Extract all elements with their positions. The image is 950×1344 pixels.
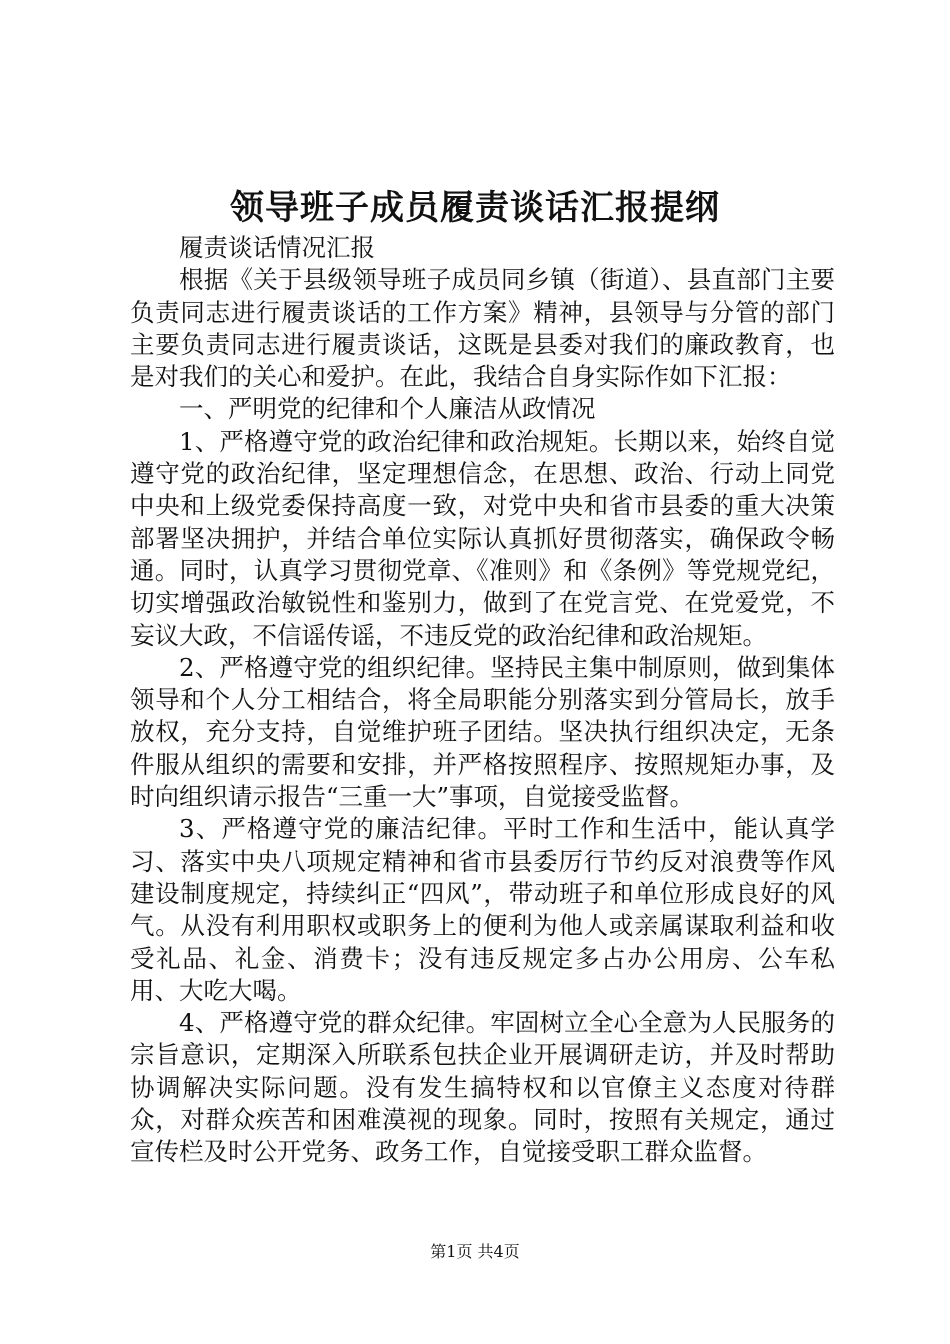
paragraph-organizational-discipline: 2、严格遵守党的组织纪律。坚持民主集中制原则，做到集体领导和个人分工相结合，将全局职能分别落实到分管局长，放手放权，充分支持，自觉维护班子团结。坚决执行组织决定，无条件服从组织的需要和安排，并严格按照程序、按照规矩办事，及时向组织请示报告“三重一大”事项，自觉接受监督。 xyxy=(130,652,835,812)
paragraph-heading: 履责谈话情况汇报 xyxy=(179,233,375,262)
page-footer: 第1页 共4页 xyxy=(430,1242,520,1261)
document-body xyxy=(130,232,835,1169)
paragraph-intro: 根据《关于县级领导班子成员同乡镇（街道）、县直部门主要负责同志进行履责谈话的工作方案》精神，县领导与分管的部门主要负责同志进行履责谈话，这既是县委对我们的廉政教育，也是对我们的关心和爱护。在此，我结合自身实际作如下汇报： xyxy=(130,265,835,392)
paragraph-integrity-discipline: 3、严格遵守党的廉洁纪律。平时工作和生活中，能认真学习、落实中央八项规定精神和省市县委厉行节约反对浪费等作风建设制度规定，持续纠正“四风”，带动班子和单位形成良好的风气。从没有利用职权或职务上的便利为他人或亲属谋取利益和收受礼品、礼金、消费卡；没有违反规定多占办公用房、公车私用、大吃大喝。 xyxy=(130,814,835,1005)
paragraph-mass-discipline: 4、严格遵守党的群众纪律。牢固树立全心全意为人民服务的宗旨意识，定期深入所联系包扶企业开展调研走访，并及时帮助协调解决实际问题。没有发生搞特权和以官僚主义态度对待群众，对群众疾苦和困难漠视的现象。同时，按照有关规定，通过宣传栏及时公开党务、政务工作，自觉接受职工群众监督。 xyxy=(130,1008,835,1167)
section-heading: 一、严明党的纪律和个人廉洁从政情况 xyxy=(179,394,596,424)
document-title: 领导班子成员履责谈话汇报提纲 xyxy=(230,188,720,228)
paragraph-political-discipline: 1、严格遵守党的政治纪律和政治规矩。长期以来，始终自觉遵守党的政治纪律，坚定理想信念，在思想、政治、行动上同党中央和上级党委保持高度一致，对党中央和省市县委的重大决策部署坚决拥护，并结合单位实际认真抓好贯彻落实，确保政令畅通。同时，认真学习贯彻党章、《准则》和《条例》等党规党纪，切实增强政治敏锐性和鉴别力，做到了在党言党、在党爱党，不妄议大政，不信谣传谣，不违反党的政治纪律和政治规矩。 xyxy=(130,426,835,650)
